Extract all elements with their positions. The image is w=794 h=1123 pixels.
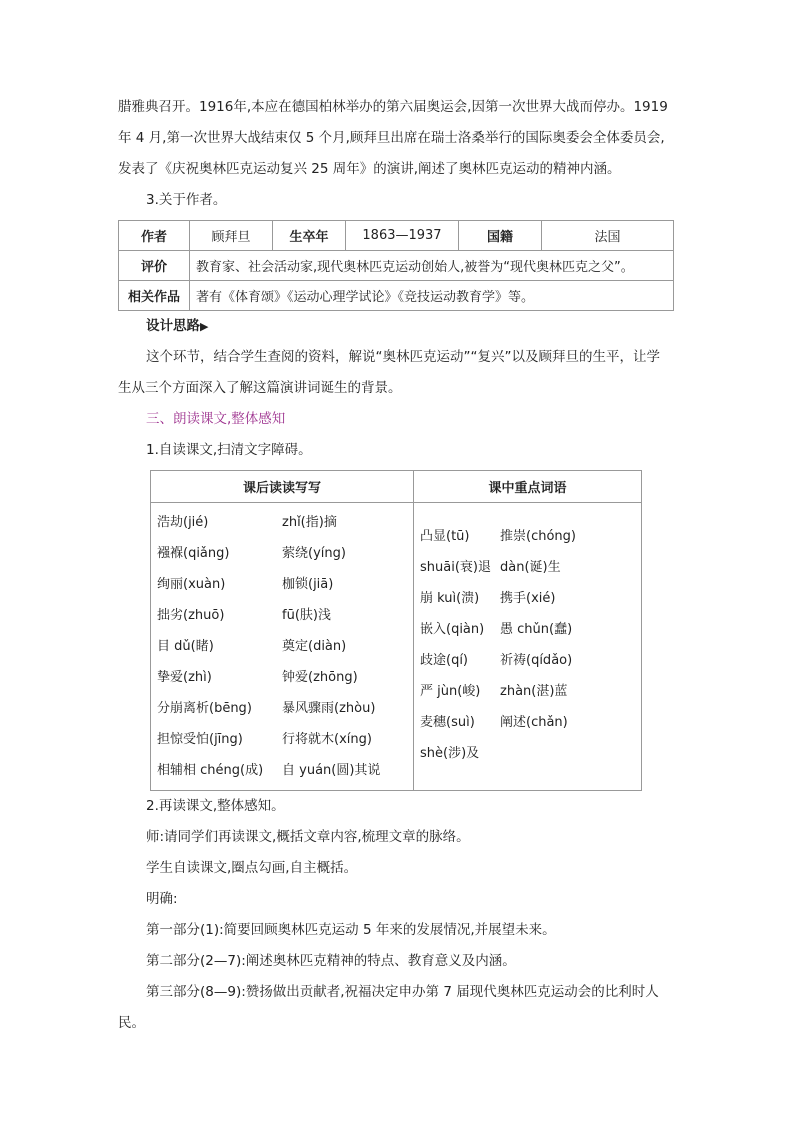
vocab-word: 推崇(chóng) — [500, 529, 576, 544]
vocab-word: 行将就木(xíng) — [282, 732, 372, 747]
vocab-word: 崩 kuì(溃) — [420, 591, 480, 606]
vocab-word: 浩劫(jié) — [157, 515, 209, 530]
sub-heading-1: 1.自读课文,扫清文字障碍。 — [146, 442, 312, 458]
vocab-word: 祈祷(qídǎo) — [500, 653, 573, 668]
vocab-word: 担惊受怕(jīng) — [157, 732, 243, 747]
part-2: 第二部分(2—7):阐述奥林匹克精神的特点、教育意义及内涵。 — [146, 953, 516, 969]
about-author-heading: 3.关于作者。 — [146, 192, 227, 208]
design-text-2: 生从三个方面深入了解这篇演讲词诞生的背景。 — [118, 380, 402, 396]
table-row — [151, 503, 642, 791]
vocab-word: 萦绕(yíng) — [282, 546, 346, 561]
vocabulary-table — [150, 470, 642, 791]
vocab-word: 奠定(diàn) — [282, 639, 347, 654]
vocab-word: 钟爱(zhōng) — [282, 670, 358, 685]
part-1: 第一部分(1):简要回顾奥林匹克运动 5 年来的发展情况,并展望未来。 — [146, 922, 556, 938]
vocab-word: 愚 chǔn(蠢) — [500, 622, 573, 637]
vocab-word: 挚爱(zhì) — [157, 670, 212, 685]
table-row — [119, 221, 674, 251]
nation-value: 法国 — [542, 221, 674, 251]
vocab-word: fū(肤)浅 — [282, 608, 331, 623]
design-heading — [118, 311, 678, 342]
col-header-in-class: 课中重点词语 — [414, 471, 642, 503]
vocab-left-cell — [151, 503, 414, 791]
vocab-word: zhǐ(指)摘 — [282, 515, 337, 530]
part-3-line-1: 第三部分(8—9):赞扬做出贡献者,祝福决定申办第 7 届现代奥林匹克运动会的比利时人 — [146, 984, 659, 1000]
play-arrow-icon: ▶ — [200, 320, 209, 333]
vocab-word: 严 jùn(峻) — [420, 684, 481, 699]
table-row — [119, 281, 674, 311]
author-value: 顾拜旦 — [190, 221, 273, 251]
vocab-word: 绚丽(xuàn) — [157, 577, 226, 592]
author-label: 作者 — [119, 221, 190, 251]
years-value: 1863—1937 — [346, 221, 459, 251]
section-heading: 三、朗读课文,整体感知 — [146, 411, 286, 427]
part-3-line-2: 民。 — [118, 1015, 145, 1031]
vocab-word: 拙劣(zhuō) — [157, 608, 225, 623]
vocab-word: 相辅相 chéng(成) — [157, 763, 264, 778]
vocab-word — [500, 738, 590, 769]
vocab-word: 阐述(chǎn) — [500, 715, 568, 730]
vocab-word: 麦穗(suì) — [420, 715, 475, 730]
vocab-word: 携手(xié) — [500, 591, 556, 606]
eval-label: 评价 — [119, 251, 190, 281]
vocab-left-grid — [157, 507, 407, 786]
intro-line-1: 腊雅典召开。1916年,本应在德国柏林举办的第六届奥运会,因第一次世界大战而停办。1919 — [118, 99, 668, 115]
sub-heading-2: 2.再读课文,整体感知。 — [146, 798, 285, 814]
clarify-line: 明确: — [146, 891, 178, 907]
vocab-right-grid — [420, 507, 635, 769]
vocab-word: 嵌入(qiàn) — [420, 622, 485, 637]
intro-line-3: 发表了《庆祝奥林匹克运动复兴 25 周年》的演讲,阐述了奥林匹克运动的精神内涵。 — [118, 161, 621, 177]
vocab-word: shuāi(衰)退 — [420, 560, 491, 575]
works-value: 著有《体育颂》《运动心理学试论》《竞技运动教育学》等。 — [190, 281, 674, 311]
nation-label: 国籍 — [459, 221, 542, 251]
vocab-word: 分崩离析(bēng) — [157, 701, 252, 716]
vocab-word: zhàn(湛)蓝 — [500, 684, 568, 699]
vocab-word: 凸显(tū) — [420, 529, 470, 544]
vocab-right-cell — [414, 503, 642, 791]
vocab-word: 襁褓(qiǎng) — [157, 546, 230, 561]
table-header-row — [151, 471, 642, 503]
design-title: 设计思路 — [146, 318, 200, 334]
document-page — [118, 92, 678, 1039]
vocab-word: 暴风骤雨(zhòu) — [282, 701, 376, 716]
intro-line-2: 年 4 月,第一次世界大战结束仅 5 个月,顾拜旦出席在瑞士洛桑举行的国际奥委会全体委员会, — [118, 130, 665, 146]
teacher-line: 师:请同学们再读课文,概括文章内容,梳理文章的脉络。 — [146, 829, 470, 845]
vocab-word: shè(涉)及 — [420, 746, 480, 761]
design-text-1: 这个环节，结合学生查阅的资料，解说“奥林匹克运动”“复兴”以及顾拜旦的生平，让学 — [146, 349, 660, 365]
col-header-after-class: 课后读读写写 — [151, 471, 414, 503]
vocab-word: dàn(诞)生 — [500, 560, 561, 575]
years-label: 生卒年 — [273, 221, 346, 251]
vocab-word: 自 yuán(圆)其说 — [282, 763, 381, 778]
student-line: 学生自读课文,圈点勾画,自主概括。 — [146, 860, 358, 876]
eval-value: 教育家、社会活动家,现代奥林匹克运动创始人,被誉为“现代奥林匹克之父”。 — [190, 251, 674, 281]
table-row — [119, 251, 674, 281]
works-label: 相关作品 — [119, 281, 190, 311]
vocab-word: 枷锁(jiā) — [282, 577, 334, 592]
vocab-word: 目 dǔ(睹) — [157, 639, 214, 654]
author-info-table — [118, 220, 674, 311]
vocab-word: 歧途(qí) — [420, 653, 469, 668]
